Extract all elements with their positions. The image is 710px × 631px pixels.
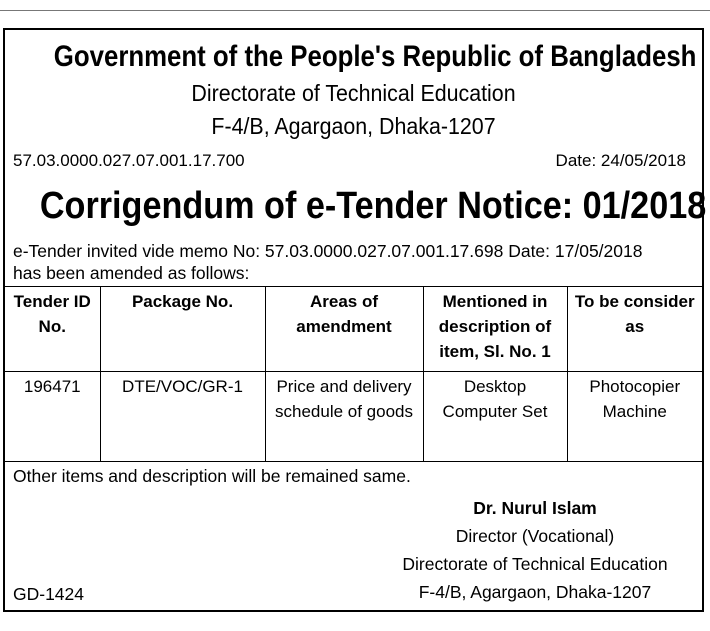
cell-consider-as: Photocopier Machine <box>567 372 702 462</box>
amendment-table <box>5 286 702 462</box>
top-rule <box>0 10 710 11</box>
header-consider-as: To be consider as <box>567 287 702 372</box>
cell-mentioned-description: Desktop Computer Set <box>423 372 567 462</box>
table-header-row <box>5 287 702 372</box>
intro-line-2: has been amended as follows: <box>13 263 250 283</box>
signatory-title: Director (Vocational) <box>455 526 615 546</box>
notice-title: Corrigendum of e-Tender Notice: 01/2018 <box>39 185 707 227</box>
cell-package-no: DTE/VOC/GR-1 <box>100 372 265 462</box>
signatory-organization: Directorate of Technical Education <box>402 554 668 574</box>
cell-areas-of-amendment: Price and delivery schedule of goods <box>265 372 423 462</box>
gd-number: GD-1424 <box>13 584 85 604</box>
notice-frame <box>3 28 707 612</box>
header-tender-id: Tender ID No. <box>5 287 100 372</box>
directorate-name: Directorate of Technical Education <box>191 80 516 106</box>
cell-tender-id: 196471 <box>5 372 100 462</box>
table-row <box>5 372 702 462</box>
memo-number: 57.03.0000.027.07.001.17.700 <box>13 151 245 170</box>
signatory-address: F-4/B, Agargaon, Dhaka-1207 <box>418 582 652 602</box>
signatory-name: Dr. Nurul Islam <box>473 498 597 518</box>
header-mentioned-description: Mentioned in description of item, Sl. No. 1 <box>423 287 567 372</box>
government-heading: Government of the People's Republic of Bangladesh <box>53 40 697 73</box>
header-package-no: Package No. <box>100 287 265 372</box>
header-areas-of-amendment: Areas of amendment <box>265 287 423 372</box>
memo-date: Date: 24/05/2018 <box>555 151 686 170</box>
intro-line-1: e-Tender invited vide memo No: 57.03.0000.027.07.001.17.698 Date: 17/05/2018 <box>13 241 643 261</box>
footer-note: Other items and description will be remained same. <box>13 466 411 486</box>
directorate-address: F-4/B, Agargaon, Dhaka-1207 <box>211 113 496 139</box>
